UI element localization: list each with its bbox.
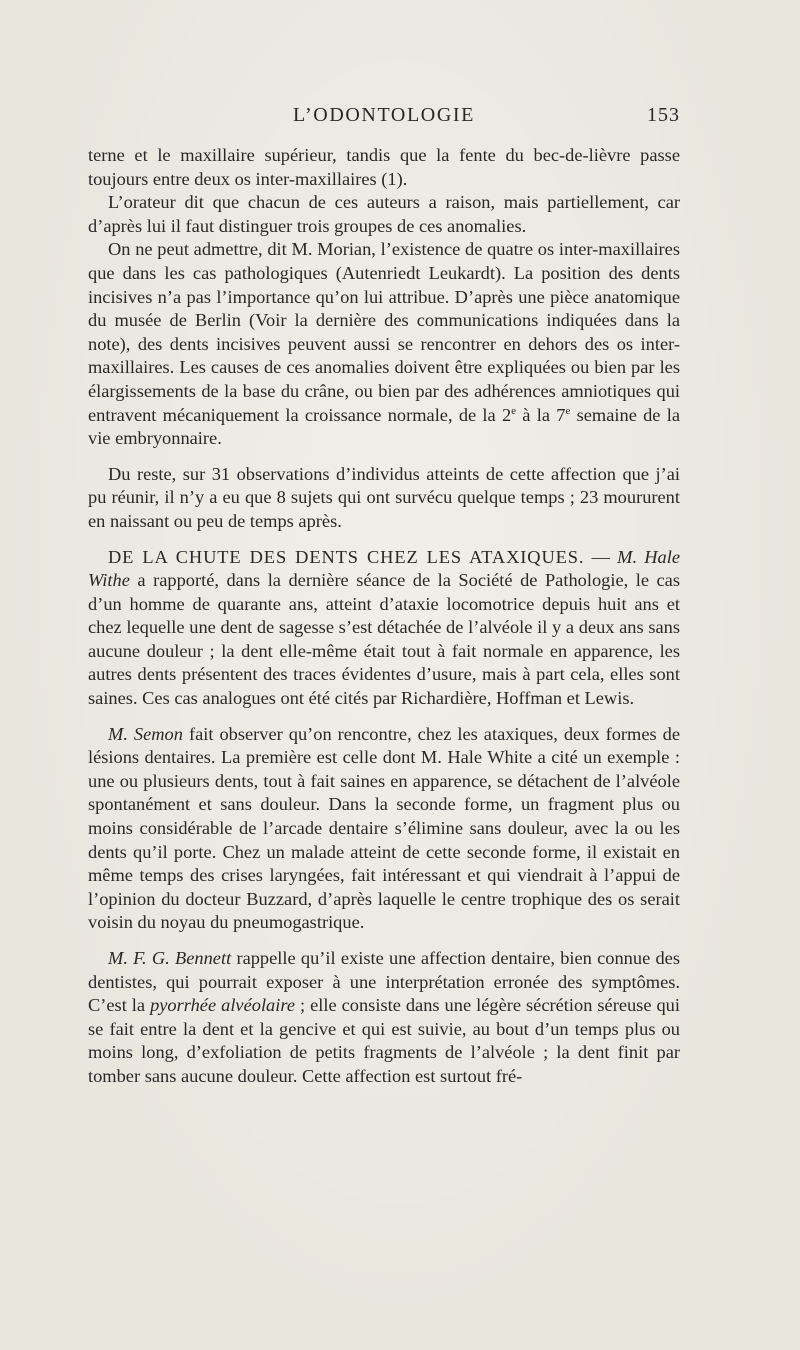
section-dash: —	[584, 546, 618, 567]
section-heading: DE LA CHUTE DES DENTS CHEZ LES ATAXIQUES.	[108, 546, 585, 567]
running-title: L’ODONTOLOGIE	[293, 104, 475, 126]
paragraph-morian-text: On ne peut admettre, dit M. Morian, l’existence de quatre os inter-maxillaires que dans les cas pathologiques (Autenriedt Leukardt). La position des dents incisives n’a pas l’importance qu’on lui attribue. D’après une pièce anatomique du musée de Berlin (Voir la dernière des communications indiquées dans la note), des dents incisives peuvent aussi se rencontrer en dehors des os inter-maxillaires. Les causes de ces anomalies doivent être expliquées ou bien par les élargissements de la base du crâne, ou bien par des adhérences amniotiques qui entravent mécaniquement la croissance normale, de la 2	[88, 239, 680, 425]
author-hale-withe: M. Hale Withe	[88, 546, 680, 591]
author-bennett: M. F. G. Bennett	[108, 948, 232, 968]
paragraph-morian-text-2: à la 7	[516, 404, 566, 425]
running-head	[88, 104, 680, 134]
paragraph-bennett	[88, 947, 680, 1089]
page-number: 153	[647, 104, 680, 126]
paragraph-bennett-text-2: ; elle consiste dans une légère sécrétion séreuse qui se fait entre la dent et la gencive et qui est suivie, au bout d’un temps plus ou moins long, d’exfoliation de petits fragments de l’alvéole ; la dent finit par tomber sans aucune douleur. Cette affection est surtout fré-	[88, 995, 680, 1086]
superscript-seventh: e	[565, 404, 571, 417]
paragraph-observations: Du reste, sur 31 observations d’individus atteints de cette affection que j’ai pu réunir, il n’y a eu que 8 sujets qui ont survécu quelque temps ; 23 moururent en naissant ou peu de temps après.	[88, 463, 680, 531]
paragraph-semon-text: fait observer qu’on rencontre, chez les ataxiques, deux formes de lésions dentaires. La première est celle dont M. Hale White a cité un exemple : une ou plusieurs dents, tout à fait saines en apparence, se détachent de l’alvéole spontanément et sans douleur. Dans la seconde forme, un fragment plus ou moins considérable de l’arcade dentaire s’élimine sans douleur, avec la ou les dents qu’il porte. Chez un malade atteint de cette seconde forme, il existait en même temps des crises laryngées, fait intéressant et qui viendrait à l’appui de l’opinion du docteur Buzzard, d’après laquelle le centre trophique des os serait voisin du noyau du pneumogastrique.	[88, 723, 680, 933]
paragraph-continuation: terne et le maxillaire supérieur, tandis que la fente du bec-de-lièvre passe toujours entre deux os inter-maxillaires (1).	[88, 145, 680, 189]
superscript-second: e	[511, 404, 517, 417]
paragraph-bennett-text: rappelle qu’il existe une affection dentaire, bien connue des dentistes, qui pourrait exposer à une interprétation erronée des symptômes. C’est la	[88, 948, 680, 1016]
author-semon: M. Semon	[108, 723, 183, 744]
section-ataxiques-text: a rapporté, dans la dernière séance de la Société de Pathologie, le cas d’un homme de quarante ans, atteint d’ataxie locomotrice depuis huit ans et chez lequelle une dent de sagesse s’est détachée de l’alvéole il y a deux ans sans aucune douleur ; la dent elle-même était tout à fait normale en apparence, les autres dents présentent des traces évidentes d’usure, mais à part cela, elles sont saines. Ces cas analogues ont été cités par Richardière, Hoffman et Lewis.	[88, 570, 680, 709]
section-ataxiques	[88, 546, 680, 711]
term-pyorrhee: pyorrhée alvéolaire	[150, 995, 295, 1016]
paragraph-morian-text-3: semaine de la vie embryonnaire.	[88, 404, 680, 449]
paragraph-orator: L’orateur dit que chacun de ces auteurs a raison, mais partiellement, car d’après lui il faut distinguer trois groupes de ces anomalies.	[88, 192, 680, 236]
page-body	[88, 144, 680, 1101]
paragraph-semon	[88, 723, 680, 935]
paragraph-morian	[88, 238, 680, 450]
